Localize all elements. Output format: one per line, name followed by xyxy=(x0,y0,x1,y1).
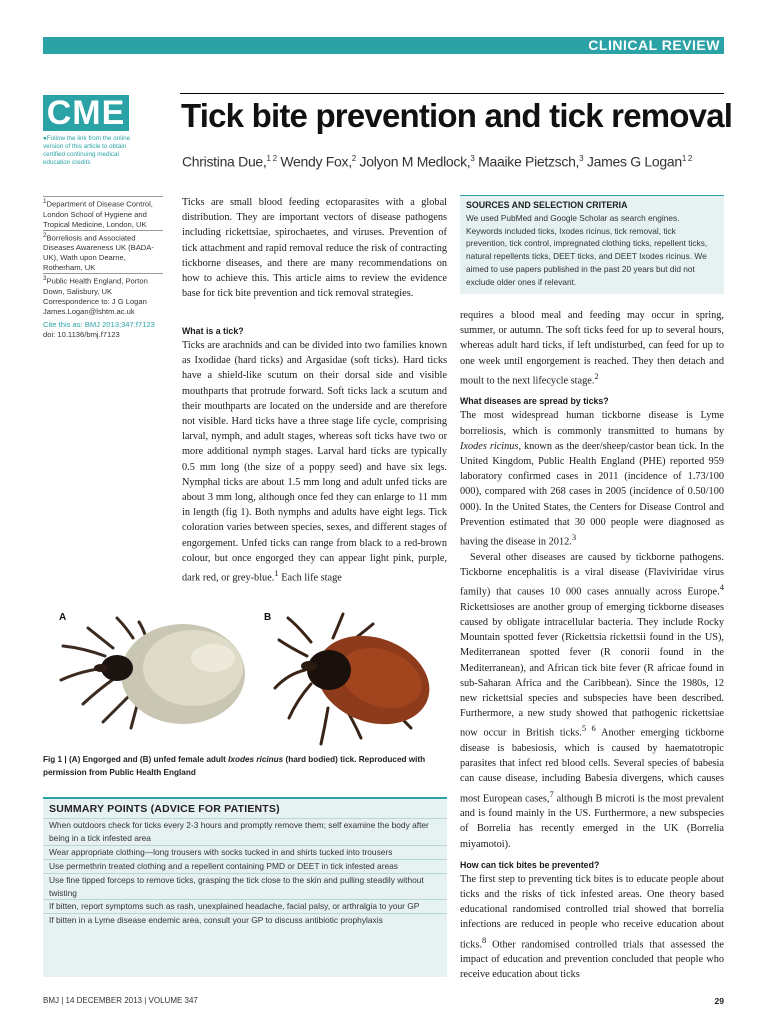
reference[interactable]: 5 6 xyxy=(581,723,596,734)
section-heading: How can tick bites be prevented? xyxy=(460,859,600,870)
author-affil: 1 2 xyxy=(266,154,277,163)
author-affil: 1 2 xyxy=(681,154,693,163)
title-rule xyxy=(180,93,724,94)
reference[interactable]: 8 xyxy=(482,934,487,945)
body-paragraph: The most widespread human tickborne disease is Lyme borreliosis, which is commonly transmitted to humans by Ixodes ricinus, known as the deer/sheep/castor bean tick. In the United Kingdom, Public Health England (PHE) reported 959 laboratory confirmed cases in 2011 (incidence of 1.73/100 000), compared with 268 cases in 2005 (incidence of 0.50/100 000). In the United States, the Centers for Disease Control and Prevention estimated that 30 000 people were diagnosed as having the disease in 2012.$^3$ xyxy=(460,410,724,548)
list-item: Use permethrin treated clothing and a repellent containing PMD or DEET in tick infested areas xyxy=(43,859,447,873)
section-label: CLINICAL REVIEW xyxy=(588,37,720,53)
intro-text: Ticks are small blood feeding ectoparasites with a global distribution. They are important vectors of disease pathogens including rickettsiae, spirochaetes, and viruses. Prevention of tick attachment and rapid removal reduce the risk of contracting tickborne diseases, and there are many recommendations on how to achieve this. This article aims to review the evidence base for tick bite prevention and tick removal strategies. xyxy=(182,197,447,300)
reference[interactable]: 1 xyxy=(274,568,279,579)
author-affil: 2 xyxy=(351,154,356,163)
section-heading: What is a tick? xyxy=(182,326,244,336)
reference[interactable]: 2 xyxy=(594,370,599,381)
affiliations xyxy=(43,196,163,340)
engorged-tick-image xyxy=(59,612,245,728)
affiliation-2: $^2$Borreliosis and Associated Diseases Awareness UK (BADA-UK), Wath upon Dearne, Rotherham, UK xyxy=(43,231,154,273)
article-title: Tick bite prevention and tick removal xyxy=(181,97,733,134)
cme-note-text: Follow the link from the online version of this article to obtain certified continuing medical education credits xyxy=(43,135,131,166)
panel-label-a: A xyxy=(59,612,67,623)
list-item: Use fine tipped forceps to remove ticks, grasping the tick close to the skin and pulling steadily without twisting xyxy=(43,873,447,900)
section-heading: What diseases are spread by ticks? xyxy=(460,396,609,407)
summary-list xyxy=(43,818,447,927)
author-name: Christina Due, xyxy=(182,153,267,170)
intro-paragraph xyxy=(182,195,447,301)
reference[interactable]: 4 xyxy=(719,582,724,593)
reference[interactable]: 3 xyxy=(571,532,577,543)
author-name: Wendy Fox, xyxy=(280,153,352,170)
column-right xyxy=(460,308,724,983)
figure-caption: Fig 1 | (A) Engorged and (B) unfed female adult Ixodes ricinus (hard bodied) tick. Reproduced with permission from Public Health England xyxy=(43,755,426,777)
info-icon: ● xyxy=(43,135,47,142)
page-number: 29 xyxy=(714,996,724,1006)
author-list xyxy=(182,149,692,172)
author-affil: 3 xyxy=(470,154,475,163)
unfed-tick-image xyxy=(264,612,442,744)
body-paragraph: The first step to preventing tick bites is to educate people about ticks and the risks of tick infested areas. One theory based educational randomised controlled trial showed that borrelia infections are reduced in people who receive education about ticks.$^8$ Other randomised controlled trials that assessed the impact of education and prevention concluded that people who receive education about ticks xyxy=(460,873,724,981)
figure-1 xyxy=(43,608,447,750)
body-paragraph: Ticks are arachnids and can be divided into two families known as Ixodidae (hard ticks) and Argasidae (soft ticks). Hard ticks have a shield-like scutum on their dorsal side and visible mouthparts that protrude forward. Soft ticks lack a scutum and their mouthparts are located on the underside and are therefore not visible. Hard ticks have a three stage life cycle, comprising larval, nymph, and adult stages, whereas soft ticks have two or more additional nymph stages. Larval hard ticks are typically 0.5 mm long (the size of a poppy seed) and have six legs. Nymphal ticks are about 1.5 mm long and adult unfed ticks are about 3 mm long, although once fed they can enlarge to 11 mm in length (fig 1). Both nymphs and adults have eight legs. Tick coloration varies between species, sexes, and different stages of engorgement. Unfed ticks can range from black to a red-brown colour, but once engorged they can appear light pink, purple, dark red, or grey-blue.$^1$ Each life stage xyxy=(182,340,447,584)
panel-label-b: B xyxy=(264,612,272,623)
tick-figure xyxy=(43,608,447,750)
affiliation-3: $^3$Public Health England, Porton Down, Salisbury, UK xyxy=(43,275,148,296)
sources-title: SOURCES AND SELECTION CRITERIA xyxy=(466,200,628,210)
author-name: Maaike Pietzsch, xyxy=(478,153,580,170)
author-affil: 3 xyxy=(579,154,584,163)
sources-box xyxy=(460,195,724,294)
citation: Cite this as: BMJ 2013;347:f7123 xyxy=(43,319,155,329)
author-name: Jolyon M Medlock, xyxy=(359,153,471,170)
footer-journal-info: BMJ | 14 DECEMBER 2013 | VOLUME 347 xyxy=(43,996,198,1005)
cme-badge[interactable]: CME xyxy=(43,95,129,131)
sources-text: We used PubMed and Google Scholar as search engines. Keywords included ticks, Ixodes ricinus, tick removal, tick prevention, tick control, impregnated clothing ticks, repellent ticks, natural repellents ticks, DEET ticks, and DEET Ixodes ricinus. We aimed to use papers published in the past 20 years but did not exclude older ones if relevant. xyxy=(466,213,708,287)
section-band xyxy=(43,37,724,54)
body-paragraph: requires a blood meal and feeding may occur in spring, summer, or autumn. The soft ticks feed for up to several hours, whereas adult hard ticks, if left undisturbed, can feed for up to one week until engorgement is reached. They then detach and moult to the next lifecycle stage.$^2$ xyxy=(460,310,724,387)
affiliation-1: $^1$Department of Disease Control, London School of Hygiene and Tropical Medicine, London, UK xyxy=(43,198,153,229)
cme-note[interactable] xyxy=(43,135,133,167)
reference[interactable]: 7 xyxy=(549,788,554,799)
doi[interactable]: doi: 10.1136/bmj.f7123 xyxy=(43,329,120,339)
list-item: If bitten in a Lyme disease endemic area, consult your GP to discuss antibiotic prophylaxis xyxy=(43,913,447,927)
list-item: Wear appropriate clothing—long trousers with socks tucked in and shirts tucked into trousers xyxy=(43,845,447,859)
column-left xyxy=(182,324,447,586)
list-item: If bitten, report symptoms such as rash, unexplained headache, facial palsy, or arthralgia to your GP xyxy=(43,899,447,913)
body-paragraph: Several other diseases are caused by tickborne pathogens. Tickborne encephalitis is a viral disease (Flaviviridae virus family) that causes 10 000 cases annually across Europe.$^4$ Rickettsioses are another group of emerging tickborne diseases caused by obligate intracellular bacteria. They include Rocky Mountain spotted fever (Rickettsia rickettsii found in the US), Mediterranean spotted fever (R conorii found in the Mediterranean), and African tick bite fever (R africae found in sub-Saharan Africa and the Caribbean). Since the 1980s, 12 new rickettsial species and subspecies have been described. Furthermore, a new study showed that pathogenic rickettsiae now occur in British ticks.$^{5 6}$ Another emerging tickborne disease is babesiosis, which is caused by haematotropic parasites that infect red blood cells. Several species of babesia can cause disease, including Babesia divergens, which causes most European cases,$^7$ although B microti is the most prevalent and is found mainly in the US. Furthermore, a new subspecies of Borrelia has recently emerged in the UK (Borrelia miyamotoi). xyxy=(460,551,724,850)
author-name: James G Logan xyxy=(586,153,682,170)
correspondence[interactable]: Correspondence to: J G Logan James.Logan@lshtm.ac.uk xyxy=(43,296,147,316)
summary-title: SUMMARY POINTS (ADVICE FOR PATIENTS) xyxy=(49,803,280,815)
list-item: When outdoors check for ticks every 2-3 hours and promptly remove them; self examine the body after being in a tick infested area xyxy=(43,818,447,845)
summary-box xyxy=(43,797,447,977)
